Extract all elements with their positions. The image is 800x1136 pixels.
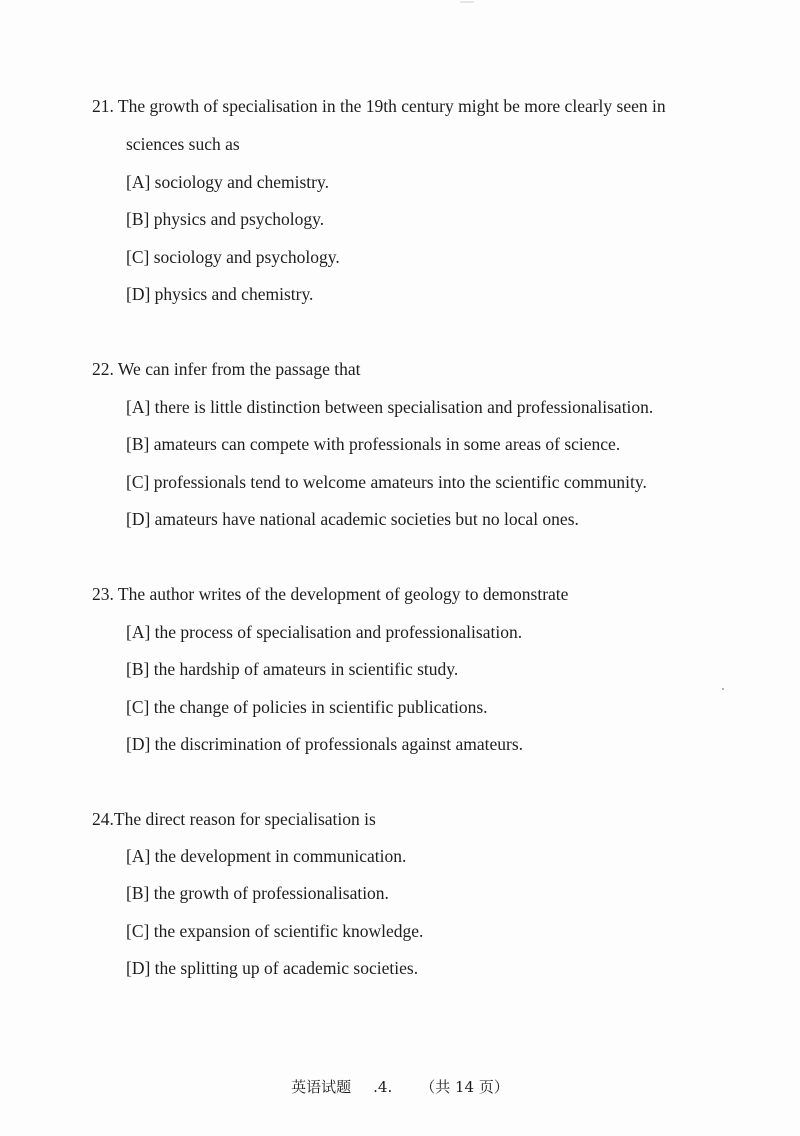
footer-page-number: .4. — [373, 1078, 393, 1096]
option-b: [B] the growth of professionalisation. — [126, 883, 389, 903]
option-a: [A] there is little distinction between specialisation and professionalisation. — [126, 397, 654, 417]
scan-speck — [722, 688, 724, 690]
option-b: [B] the hardship of amateurs in scientific study. — [126, 659, 459, 679]
page-footer — [0, 1077, 800, 1097]
option-c: [C] the expansion of scientific knowledge. — [126, 921, 424, 941]
option-a: [A] the process of specialisation and professionalisation. — [126, 622, 523, 642]
footer-subject: 英语试题 — [291, 1078, 352, 1096]
option-d: [D] amateurs have national academic societies but no local ones. — [126, 509, 579, 529]
question-stem: 23. The author writes of the development of geology to demonstrate — [92, 584, 569, 604]
footer-total-pages: （共 14 页） — [420, 1078, 509, 1096]
question-stem: 21. The growth of specialisation in the 19th century might be more clearly seen in — [92, 96, 666, 116]
option-a: [A] the development in communication. — [126, 846, 407, 866]
option-d: [D] the discrimination of professionals against amateurs. — [126, 734, 524, 754]
question-stem-continued: sciences such as — [126, 134, 240, 154]
option-c: [C] professionals tend to welcome amateurs into the scientific community. — [126, 472, 647, 492]
option-d: [D] the splitting up of academic societies. — [126, 958, 419, 978]
option-c: [C] the change of policies in scientific publications. — [126, 697, 488, 717]
option-b: [B] amateurs can compete with professionals in some areas of science. — [126, 434, 621, 454]
question-stem: 24.The direct reason for specialisation is — [92, 809, 376, 829]
option-b: [B] physics and psychology. — [126, 209, 325, 229]
option-c: [C] sociology and psychology. — [126, 247, 340, 267]
option-d: [D] physics and chemistry. — [126, 284, 314, 304]
option-a: [A] sociology and chemistry. — [126, 172, 329, 192]
question-stem: 22. We can infer from the passage that — [92, 359, 361, 379]
scan-speck — [460, 1, 474, 3]
